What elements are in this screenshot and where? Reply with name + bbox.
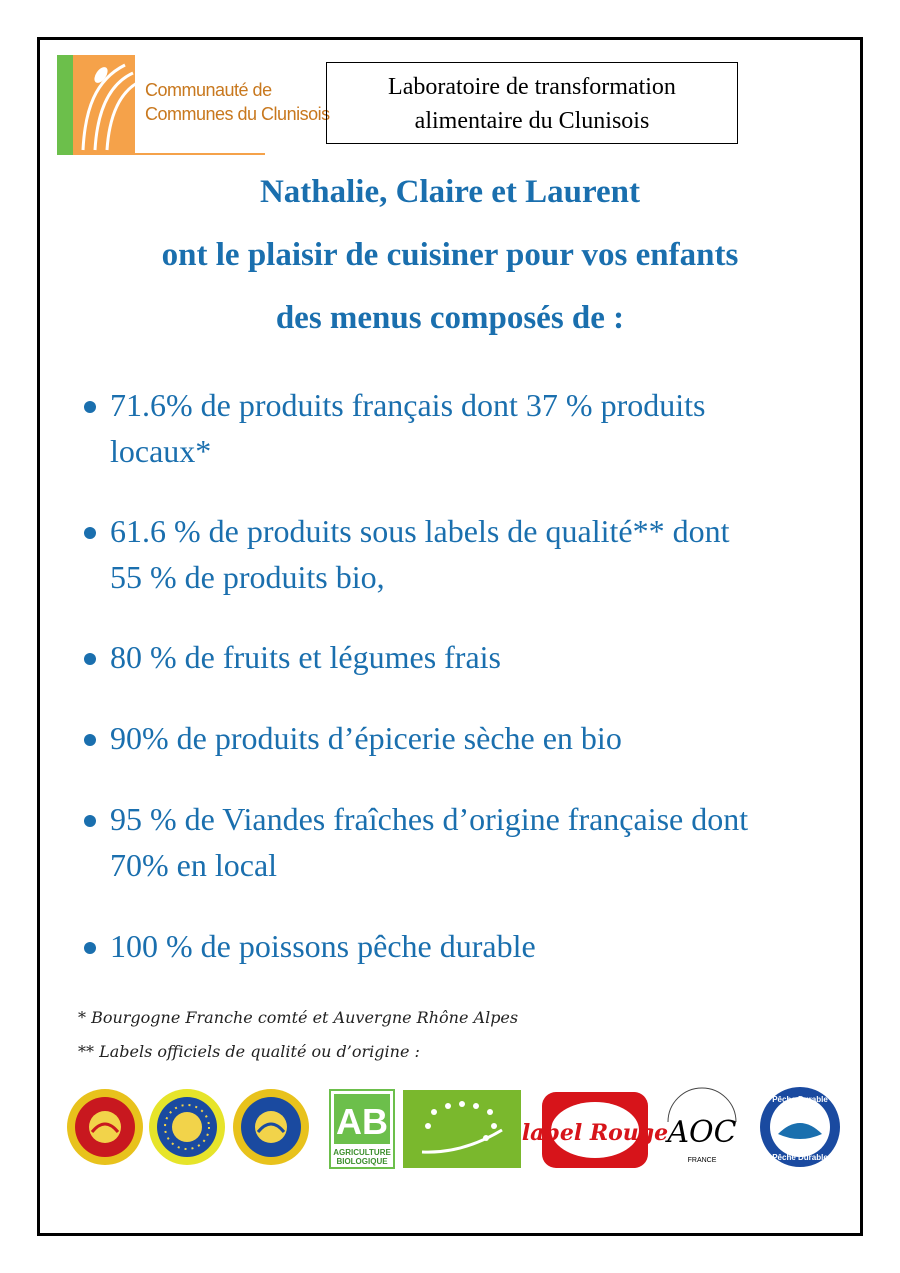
quality-labels-row [62, 1082, 852, 1172]
stat-line: 70% en local [110, 847, 278, 883]
eu-organic-leaf-icon [403, 1090, 521, 1168]
stat-item [82, 508, 852, 600]
stat-item [82, 923, 852, 969]
aop-seal-icon [67, 1089, 143, 1165]
ab-small-text-2: BIOLOGIQUE [336, 1157, 388, 1166]
lab-title-line-2: alimentaire du Clunisois [414, 108, 650, 134]
headline-line-3: des menus composés de : [275, 300, 625, 336]
stg-seal-icon [149, 1089, 225, 1165]
aoc-country-text: FRANCE [687, 1157, 717, 1164]
stat-item [82, 796, 852, 888]
stat-line: locaux* [110, 433, 212, 469]
bullet-dot [84, 942, 96, 954]
stat-line: 95 % de Viandes fraîches d’origine française dont [110, 801, 749, 837]
bullet-dot [84, 401, 96, 413]
peche-durable-icon [760, 1087, 840, 1167]
stats-list [82, 382, 852, 969]
stat-line: 55 % de produits bio, [110, 559, 385, 595]
stat-item [82, 634, 852, 680]
bullet-dot [84, 527, 96, 539]
stat-item [82, 715, 852, 761]
lab-title-box [326, 62, 738, 144]
headline-line-2: ont le plaisir de cuisiner pour vos enfants [161, 237, 739, 273]
igp-seal-icon [233, 1089, 309, 1165]
headline-line-1: Nathalie, Claire et Laurent [259, 174, 641, 210]
stat-line: 71.6% de produits français dont 37 % produits [110, 387, 706, 423]
ab-small-text-1: AGRICULTURE [333, 1148, 391, 1157]
stat-line: 61.6 % de produits sous labels de qualité** dont [110, 513, 730, 549]
footnote-labels: ** Labels officiels de qualité ou d’origine : [78, 1042, 420, 1061]
aoc-text: AOC [667, 1115, 737, 1150]
bullet-dot [84, 734, 96, 746]
peche-bottom-text: Pêche Durable [772, 1153, 828, 1162]
stat-line: 90% de produits d’épicerie sèche en bio [110, 720, 622, 756]
bullet-dot [84, 815, 96, 827]
ab-big-text: AB [336, 1101, 388, 1142]
stat-line: 80 % de fruits et légumes frais [110, 639, 501, 675]
stat-item [82, 382, 852, 474]
lab-title-line-1: Laboratoire de transformation [388, 74, 676, 100]
stat-line: 100 % de poissons pêche durable [110, 928, 536, 964]
label-rouge-icon [522, 1092, 668, 1168]
logo-line-2: Communes du Clunisois [145, 104, 330, 124]
footnote-regions: * Bourgogne Franche comté et Auvergne Rhône Alpes [78, 1008, 519, 1027]
label-rouge-text: label Rouge [521, 1120, 669, 1146]
logo-line-1: Communauté de [145, 80, 272, 100]
logo-text [145, 78, 330, 126]
aoc-logo-icon [664, 1088, 736, 1164]
bullet-dot [84, 653, 96, 665]
ab-logo-icon [330, 1090, 394, 1168]
peche-top-text: Pêche Durable [772, 1095, 828, 1104]
